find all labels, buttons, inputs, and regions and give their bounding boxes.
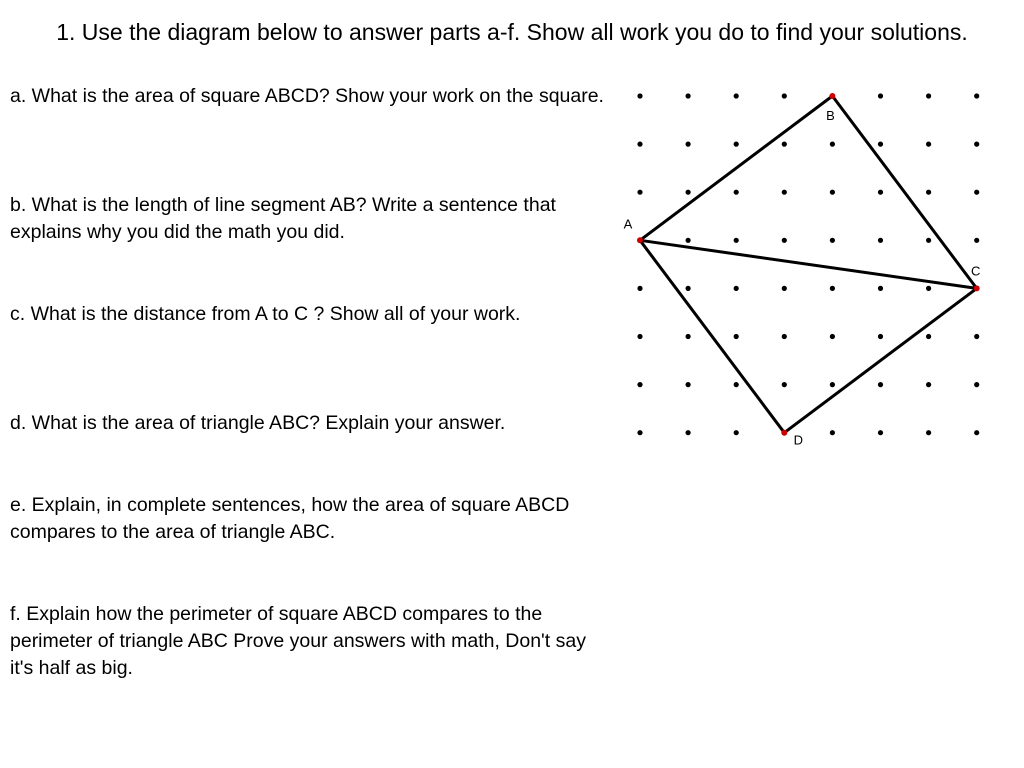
grid-dot [782,382,787,387]
grid-dot [878,286,883,291]
grid-dot [830,430,835,435]
grid-dot [830,382,835,387]
grid-dot [637,382,642,387]
grid-dot [878,430,883,435]
grid-dot [686,93,691,98]
grid-dot [926,190,931,195]
grid-dot [830,142,835,147]
grid-dot [878,382,883,387]
grid-dot [686,334,691,339]
grid-dot [878,190,883,195]
grid-dot [926,382,931,387]
grid-dot [878,93,883,98]
grid-dot [878,142,883,147]
grid-dot [926,93,931,98]
vertex-label-d: D [793,432,803,448]
question-d: d. What is the area of triangle ABC? Explain your answer. [10,412,506,434]
vertex-c [974,285,980,291]
grid-dot [926,430,931,435]
grid-dot [637,142,642,147]
diagram-labels [624,108,981,448]
grid-dot [637,190,642,195]
segment-ab [640,96,832,240]
grid-dot [686,430,691,435]
segment-bc [832,96,976,288]
grid-dot [926,238,931,243]
question-c: c. What is the distance from A to C ? Show all of your work. [10,303,521,325]
grid-dot [782,190,787,195]
vertex-label-c: C [971,263,981,279]
vertex-a [637,237,643,243]
question-b: b. What is the length of line segment AB? Write a sentence that explains why you did the math you did. [10,194,556,243]
grid-dot [926,334,931,339]
grid-dot [734,93,739,98]
grid-dot [686,142,691,147]
grid-dot [734,142,739,147]
grid-dot [782,238,787,243]
grid-dot [782,286,787,291]
grid-dot [686,238,691,243]
grid-dot [926,286,931,291]
question-e: e. Explain, in complete sentences, how the area of square ABCD compares to the area of triangle ABC. [10,494,570,543]
grid-dot [974,334,979,339]
segment-ac [640,240,977,288]
grid-dot [686,382,691,387]
grid-dot [974,382,979,387]
segment-cd [784,288,976,432]
question-a: a. What is the area of square ABCD? Show your work on the square. [10,85,604,107]
grid-dot [878,238,883,243]
grid-dot [686,190,691,195]
grid-dot [734,286,739,291]
grid-dot [974,238,979,243]
grid-dot [830,190,835,195]
grid-dot [974,190,979,195]
grid-dot [830,238,835,243]
grid-dot [830,286,835,291]
segment-da [640,240,784,432]
grid-dot [637,334,642,339]
grid-dot [782,142,787,147]
grid-dot [830,334,835,339]
vertex-label-b: B [826,108,835,123]
grid-dot [926,142,931,147]
grid-dot [637,430,642,435]
grid-dot [878,334,883,339]
grid-dot [974,430,979,435]
grid-dot [734,382,739,387]
grid-dot [974,93,979,98]
grid-dot [734,238,739,243]
grid-dot [974,142,979,147]
grid-dot [637,93,642,98]
vertex-d [781,430,787,436]
question-f: f. Explain how the perimeter of square ABCD compares to the perimeter of triangle ABC Prove your answers with math, Don't say it's half as big. [10,603,586,679]
grid-dot [686,286,691,291]
vertex-b [829,93,835,99]
diagram-segments [640,96,977,433]
vertex-label-a: A [623,216,633,232]
grid-dot [637,286,642,291]
grid-dot [782,334,787,339]
grid-dot [734,430,739,435]
grid-dot [734,334,739,339]
page-title: 1. Use the diagram below to answer parts a-f. Show all work you do to find your solutions. [56,19,968,45]
grid-dot [782,93,787,98]
grid-dot [734,190,739,195]
